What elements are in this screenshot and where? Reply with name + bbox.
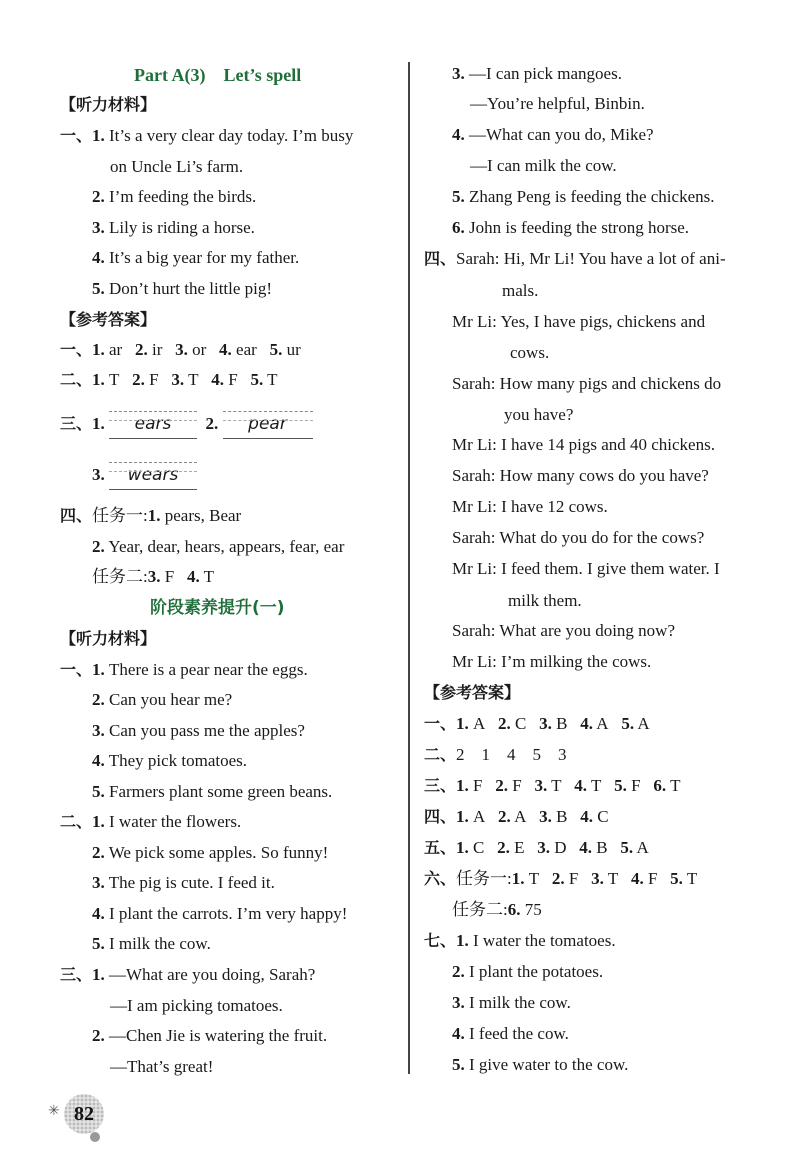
- list-item: —I can milk the cow.: [470, 156, 617, 175]
- list-item: 4. I feed the cow.: [452, 1024, 569, 1043]
- list-item: —That’s great!: [110, 1057, 214, 1076]
- list-item: on Uncle Li’s farm.: [110, 157, 244, 176]
- answer-header: 【参考答案】: [424, 683, 521, 702]
- list-item: 3. I milk the cow.: [452, 993, 571, 1012]
- handwriting-row: 3. wears: [92, 461, 197, 489]
- star-icon: ✳: [48, 1104, 60, 1119]
- page-number: 82: [64, 1094, 104, 1134]
- list-item: 4. It’s a big year for my father.: [92, 248, 300, 267]
- dialogue-line: milk them.: [508, 591, 582, 610]
- dialogue-line: Sarah: How many cows do you have?: [452, 466, 709, 485]
- answer-row: 任务二:6. 75: [452, 900, 542, 919]
- subtitle: 阶段素养提升(一): [150, 598, 285, 618]
- list-item: 5. Zhang Peng is feeding the chickens.: [452, 187, 715, 206]
- list-item: 2. We pick some apples. So funny!: [92, 843, 329, 862]
- list-item: 4. I plant the carrots. I’m very happy!: [92, 904, 348, 923]
- list-item: 5. I give water to the cow.: [452, 1055, 629, 1074]
- dialogue-line: Mr Li: I feed them. I give them water. I: [452, 559, 720, 578]
- dialogue-line: Mr Li: Yes, I have pigs, chickens and: [452, 312, 706, 331]
- dialogue-line: Mr Li: I have 14 pigs and 40 chickens.: [452, 435, 715, 454]
- answer-header: 【参考答案】: [60, 310, 157, 329]
- answer-row: 二、1. T 2. F 3. T 4. F 5. T: [60, 370, 278, 389]
- list-item: 4. —What can you do, Mike?: [452, 125, 654, 144]
- dialogue-line: Mr Li: I’m milking the cows.: [452, 652, 652, 671]
- answer-row: 任务二:3. F 4. T: [92, 567, 215, 586]
- dialogue-line: Sarah: How many pigs and chickens do: [452, 374, 722, 393]
- answer-row: 四、任务一:1. pears, Bear: [60, 506, 242, 525]
- list-item: 二、1. I water the flowers.: [60, 812, 242, 831]
- list-item: 5. Don’t hurt the little pig!: [92, 279, 273, 298]
- handwriting-answer: wears: [109, 462, 197, 490]
- dialogue-line: you have?: [504, 405, 574, 424]
- list-item: 一、1. It’s a very clear day today. I’m busy: [60, 126, 354, 145]
- dialogue-line: 四、Sarah: Hi, Mr Li! You have a lot of ani-: [424, 249, 726, 268]
- dialogue-line: cows.: [510, 343, 550, 362]
- dot-icon: [90, 1132, 100, 1142]
- list-item: —You’re helpful, Binbin.: [470, 94, 645, 113]
- dialogue-line: Sarah: What are you doing now?: [452, 621, 675, 640]
- section-title: Part A(3) Let’s spell: [134, 65, 302, 85]
- answer-row: 四、1. A 2. A 3. B 4. C: [424, 807, 609, 826]
- dialogue-line: Sarah: What do you do for the cows?: [452, 528, 705, 547]
- list-item: 5. I milk the cow.: [92, 934, 211, 953]
- listen-header: 【听力材料】: [60, 629, 157, 648]
- answer-row: 三、1. F 2. F 3. T 4. T 5. F 6. T: [424, 776, 681, 795]
- column-divider: [408, 62, 410, 1074]
- list-item: 3. The pig is cute. I feed it.: [92, 873, 275, 892]
- list-item: 2. —Chen Jie is watering the fruit.: [92, 1026, 328, 1045]
- list-item: 4. They pick tomatoes.: [92, 751, 248, 770]
- answer-row: 二、2 1 4 5 3: [424, 745, 567, 764]
- list-item: 3. —I can pick mangoes.: [452, 64, 622, 83]
- list-item: 2. I’m feeding the birds.: [92, 187, 257, 206]
- answer-row: 一、1. ar 2. ir 3. or 4. ear 5. ur: [60, 340, 301, 359]
- list-item: 5. Farmers plant some green beans.: [92, 782, 333, 801]
- answer-row: 五、1. C 2. E 3. D 4. B 5. A: [424, 838, 649, 857]
- list-item: 6. John is feeding the strong horse.: [452, 218, 690, 237]
- list-item: 三、1. —What are you doing, Sarah?: [60, 965, 316, 984]
- handwriting-answer: pear: [223, 411, 313, 439]
- answer-row: 一、1. A 2. C 3. B 4. A 5. A: [424, 714, 650, 733]
- list-item: 2. Can you hear me?: [92, 690, 233, 709]
- handwriting-row: 三、1. ears 2. pear: [60, 410, 313, 438]
- answer-row: 六、任务一:1. T 2. F 3. T 4. F 5. T: [424, 869, 698, 888]
- list-item: 3. Can you pass me the apples?: [92, 721, 305, 740]
- dialogue-line: Mr Li: I have 12 cows.: [452, 497, 608, 516]
- dialogue-line: mals.: [502, 281, 539, 300]
- list-item: —I am picking tomatoes.: [110, 996, 283, 1015]
- listen-header: 【听力材料】: [60, 95, 157, 114]
- answer-row: 2. Year, dear, hears, appears, fear, ear: [92, 537, 345, 556]
- handwriting-answer: ears: [109, 411, 197, 439]
- list-item: 3. Lily is riding a horse.: [92, 218, 255, 237]
- list-item: 七、1. I water the tomatoes.: [424, 931, 616, 950]
- list-item: 一、1. There is a pear near the eggs.: [60, 660, 308, 679]
- list-item: 2. I plant the potatoes.: [452, 962, 604, 981]
